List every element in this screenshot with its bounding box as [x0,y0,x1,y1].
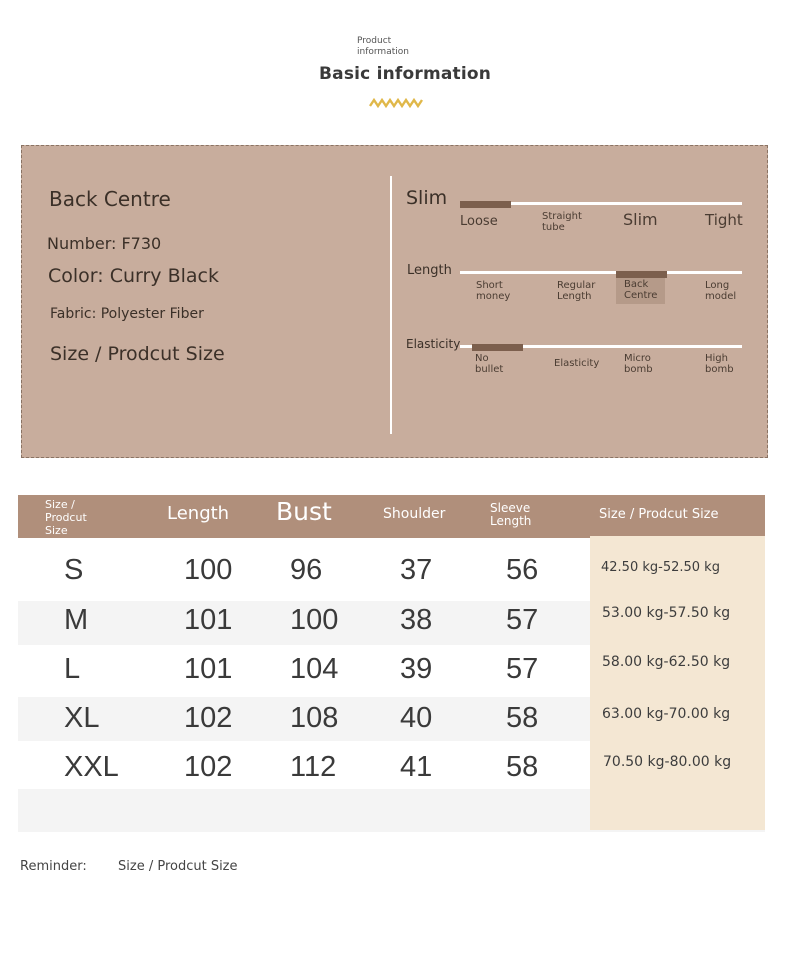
cell-bust: 108 [290,702,339,734]
product-number: Number: F730 [47,234,162,253]
elasticity-option-elastic: Elasticity [554,358,600,369]
cell-length: 102 [184,702,233,734]
elasticity-option-micro: Micro bomb [624,353,653,375]
reminder-label: Reminder: [20,859,87,874]
cell-length: 101 [184,604,233,636]
cell-length: 101 [184,653,233,685]
cell-weight: 63.00 kg-70.00 kg [602,706,731,722]
cell-weight: 58.00 kg-62.50 kg [602,654,731,670]
cell-size: S [64,554,84,586]
cell-bust: 100 [290,604,339,636]
cell-weight: 42.50 kg-52.50 kg [601,560,720,575]
fit-option-slim: Slim [623,210,658,229]
th-size: Size / Prodcut Size [45,498,87,537]
length-option-long: Long model [705,280,737,302]
product-fabric: Fabric: Polyester Fiber [50,306,204,322]
cell-sleeve: 57 [506,604,539,636]
cell-bust: 104 [290,653,339,685]
reminder-text: Size / Prodcut Size [118,859,238,874]
weight-column [590,536,765,830]
th-sleeve-length: Sleeve Length [490,501,532,528]
th-bust: Bust [276,497,332,526]
fit-option-tight: Tight [705,211,743,229]
panel-divider [390,176,392,434]
elasticity-title: Elasticity [406,337,461,351]
cell-length: 100 [184,554,233,586]
cell-weight: 70.50 kg-80.00 kg [603,754,732,770]
fit-option-straight: Straight tube [542,211,582,233]
cell-bust: 96 [290,554,323,586]
cell-shoulder: 39 [400,653,433,685]
length-selected-marker [616,271,667,278]
cell-size: XL [64,702,100,734]
cell-bust: 112 [290,751,337,783]
cell-size: XXL [64,751,119,783]
th-weight: Size / Prodcut Size [599,507,719,522]
product-size: Size / Prodcut Size [50,343,225,365]
cell-shoulder: 41 [400,751,433,783]
th-length: Length [167,503,230,524]
cell-size: L [64,653,81,685]
length-scale-line [460,271,742,274]
cell-shoulder: 38 [400,604,433,636]
cell-weight: 53.00 kg-57.50 kg [602,605,731,621]
cell-length: 102 [184,751,233,783]
cell-sleeve: 58 [506,751,539,783]
fit-option-loose: Loose [460,214,498,229]
fit-title: Slim [406,187,448,209]
elasticity-option-high: High bomb [705,353,734,375]
th-shoulder: Shoulder [383,506,446,522]
elasticity-selected-marker [472,344,523,351]
zigzag-decoration-icon [369,98,423,108]
page-title: Basic information [319,64,492,84]
header-subtitle: Product information [357,36,409,57]
cell-sleeve: 57 [506,653,539,685]
length-option-short: Short money [476,280,511,302]
cell-shoulder: 37 [400,554,433,586]
cell-shoulder: 40 [400,702,433,734]
length-option-regular: Regular Length [557,280,596,302]
cell-size: M [64,604,89,636]
cell-sleeve: 56 [506,554,539,586]
length-option-back-centre: Back Centre [624,279,658,301]
product-color: Color: Curry Black [48,265,219,287]
fit-selected-marker [460,201,511,208]
elasticity-option-none: No bullet [475,353,504,375]
length-title: Length [407,263,452,278]
cell-sleeve: 58 [506,702,539,734]
brand-name: Back Centre [49,187,171,211]
